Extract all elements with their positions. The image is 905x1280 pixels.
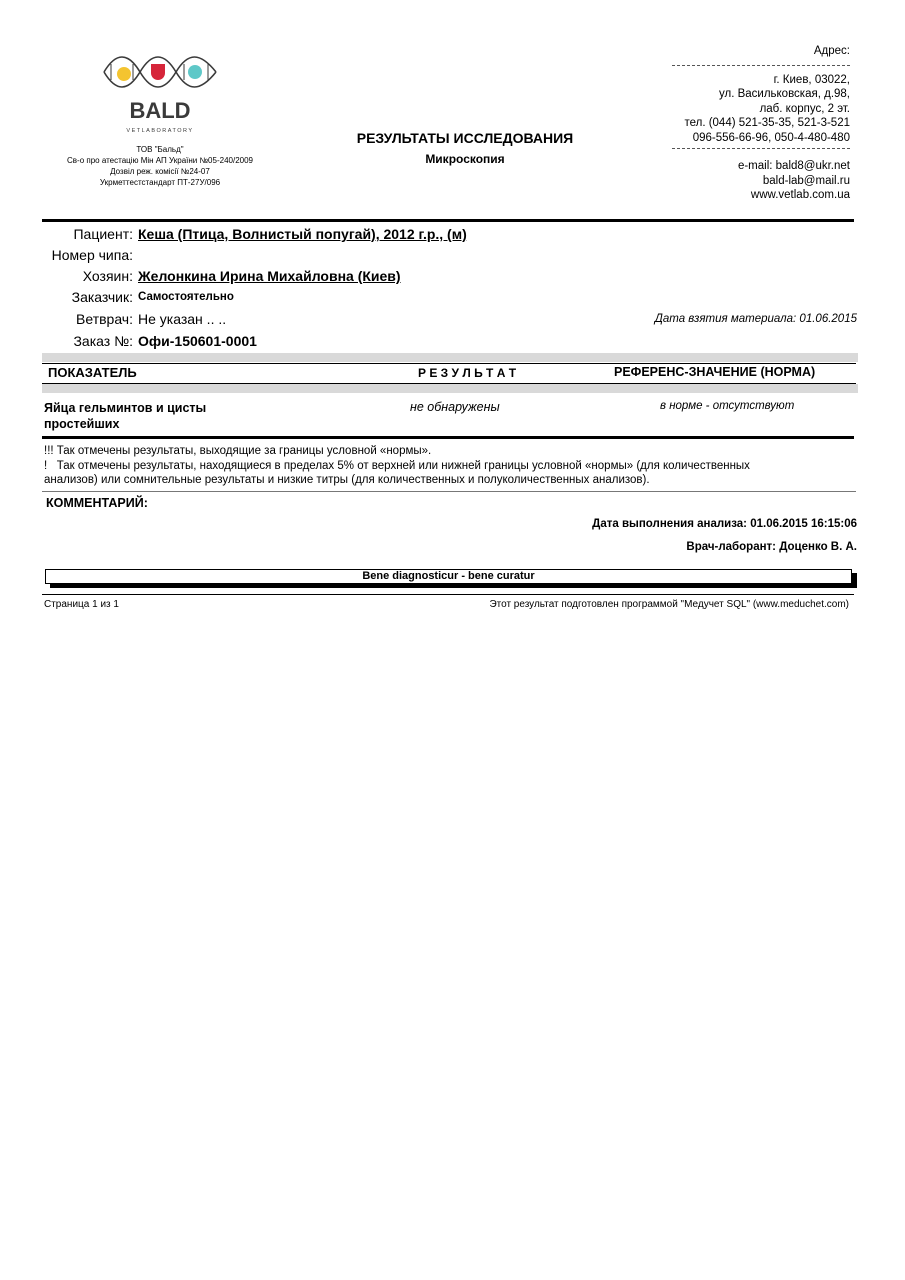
table-bottom-rule (42, 436, 854, 439)
address-website: www.vetlab.com.ua (750, 189, 850, 201)
row-reference: в норме - отсутствуют (660, 400, 795, 412)
footer-page: Страница 1 из 1 (44, 599, 119, 610)
bald-logo (100, 50, 220, 140)
col-indicator-header: ПОКАЗАТЕЛЬ (48, 365, 137, 380)
customer-label: Заказчик: (71, 289, 133, 305)
vet-label: Ветврач: (76, 311, 133, 327)
document-subtitle: Микроскопия (425, 152, 505, 166)
row-indicator-line-2: простейших (44, 417, 120, 431)
patient-value: Кеша (Птица, Волнистый попугай), 2012 г.р., (м) (138, 226, 467, 242)
table-header-band-bottom (42, 384, 858, 393)
note-line-1: !!! Так отмечены результаты, выходящие за границы условной «нормы». (44, 445, 432, 457)
dna-logo-icon (100, 50, 220, 140)
note-line-2: ! Так отмечены результаты, находящиеся в пределах 5% от верхней или нижней границы условной «нормы» (для количественных (44, 459, 750, 472)
logo-subtext: VETLABORATORY (126, 128, 194, 134)
vet-value: Не указан .. .. (138, 311, 227, 327)
chip-label: Номер чипа: (51, 247, 133, 263)
notes (44, 444, 824, 488)
logo-text: BALD (129, 98, 191, 123)
row-indicator (44, 400, 206, 432)
address-phone-1: тел. (044) 521-35-35, 521-3-521 (684, 117, 850, 129)
address-divider-top (672, 65, 850, 66)
footer-software: Этот результат подготовлен программой "Медучет SQL" (www.meduchet.com) (489, 599, 849, 610)
header-rule (42, 219, 854, 222)
table-header-band-top (42, 353, 858, 362)
org-info (40, 144, 280, 188)
notes-rule (42, 491, 856, 492)
row-indicator-line-1: Яйца гельминтов и цисты (44, 401, 207, 415)
address-block (650, 44, 850, 203)
address-street: ул. Васильковская, д.98, (718, 88, 850, 100)
row-result: не обнаружены (410, 400, 500, 414)
org-cert-2: Дозвіл реж. комісії №24-07 (110, 167, 210, 176)
document-title: РЕЗУЛЬТАТЫ ИССЛЕДОВАНИЯ (356, 130, 574, 146)
customer-value: Самостоятельно (138, 291, 234, 303)
footer-rule (42, 594, 854, 595)
note-line-3: анализов) или сомнительные результаты и низкие титры (для количественных и полуколичественных анализов). (44, 474, 650, 486)
org-name: ТОВ "Бальд" (136, 145, 184, 154)
table-header-line-top (42, 363, 856, 364)
address-email-2: bald-lab@mail.ru (762, 174, 850, 187)
owner-label: Хозяин: (82, 268, 133, 284)
address-city: г. Киев, 03022, (773, 73, 850, 86)
col-reference-header: РЕФЕРЕНС-ЗНАЧЕНИЕ (НОРМА) (614, 365, 816, 379)
address-label: Адрес: (813, 45, 850, 57)
lab-doctor: Врач-лаборант: Доценко В. А. (686, 541, 857, 553)
patient-label: Пациент: (73, 226, 133, 242)
org-cert-3: Укрметтестстандарт ПТ-27У/096 (99, 178, 221, 187)
address-divider-bottom (672, 148, 850, 149)
order-label: Заказ №: (73, 333, 133, 349)
motto-box: Bene diagnosticur - bene curatur (45, 569, 852, 584)
org-cert-1: Св-о про атестацію Мін АП України №05-240/2009 (67, 156, 253, 165)
order-value: Офи-150601-0001 (138, 333, 257, 349)
date-taken: Дата взятия материала: 01.06.2015 (654, 313, 857, 325)
address-phone-2: 096-556-66-96, 050-4-480-480 (692, 131, 850, 144)
owner-value: Желонкина Ирина Михайловна (Киев) (138, 268, 401, 284)
address-email-1: e-mail: bald8@ukr.net (737, 160, 850, 172)
address-building: лаб. корпус, 2 эт. (759, 102, 850, 115)
execution-date: Дата выполнения анализа: 01.06.2015 16:15:06 (592, 518, 857, 530)
col-result-header: Р Е З У Л Ь Т А Т (418, 366, 517, 380)
comment-label: КОММЕНТАРИЙ: (46, 496, 148, 510)
